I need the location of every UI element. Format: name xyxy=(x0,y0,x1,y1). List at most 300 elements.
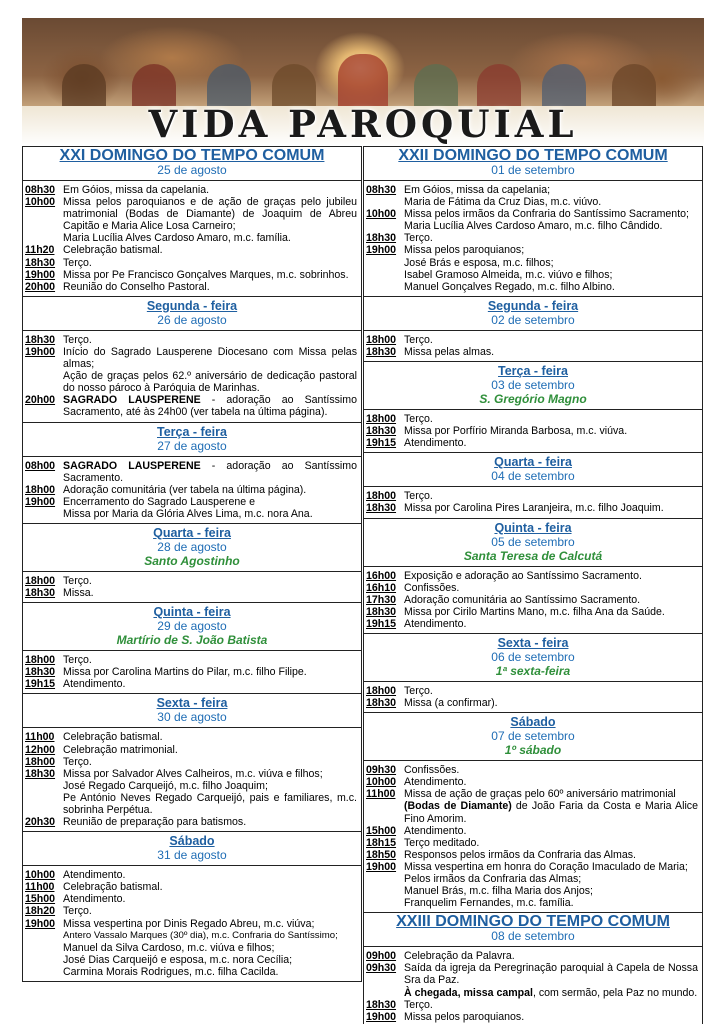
schedule-text xyxy=(404,490,698,502)
schedule-row xyxy=(366,861,698,873)
entry-text: Terço. xyxy=(63,755,92,768)
schedule-text xyxy=(63,756,357,768)
schedule-text xyxy=(404,800,698,824)
schedule-row xyxy=(25,496,357,508)
schedule-time: 18h00 xyxy=(25,755,56,768)
section-heading xyxy=(364,147,702,181)
entry-text: Terço. xyxy=(63,654,92,667)
entry-text: Isabel Gramoso Almeida, m.c. viúvo e filhos; xyxy=(404,268,613,281)
schedule-text xyxy=(404,196,698,208)
schedule-row xyxy=(25,508,357,520)
schedule-time: 18h30 xyxy=(25,666,56,679)
schedule-time xyxy=(366,281,404,293)
entry-text: Início do Sagrado Lausperene Diocesano com Missa pelas almas; xyxy=(63,345,357,371)
schedule-text xyxy=(63,905,357,917)
schedule-row xyxy=(366,346,698,358)
feast-name: S. Gregório Magno xyxy=(479,392,587,407)
schedule-time xyxy=(366,897,404,909)
emphasis-text: SAGRADO LAUSPERENE xyxy=(63,459,201,472)
schedule-time: 11h00 xyxy=(25,731,55,744)
entry-text: Missa por Salvador Alves Calheiros, m.c. viúva e filhos; xyxy=(63,767,323,780)
section-date: 30 de agosto xyxy=(157,710,227,725)
schedule-time xyxy=(366,885,404,897)
entry-text: Pe António Neves Regado Carqueijó, pais e familiares, m.c. sobrinha Perpétua. xyxy=(63,791,357,816)
schedule-text xyxy=(404,885,698,897)
schedule-list xyxy=(364,761,702,913)
section-date: 29 de agosto xyxy=(157,619,227,634)
schedule-time: 18h30 xyxy=(25,587,56,600)
entry-text: Missa por Carolina Martins do Pilar, m.c. filho Filipe. xyxy=(63,666,307,679)
schedule-text xyxy=(63,816,357,828)
entry-text: Manuel Brás, m.c. filha Maria dos Anjos; xyxy=(404,885,594,898)
schedule-row xyxy=(366,885,698,897)
weekday-title: Terça - feira xyxy=(498,364,568,379)
entry-text: de João Faria da Costa e Maria Alice Fino Amorim. xyxy=(404,800,698,825)
schedule-row xyxy=(366,208,698,220)
schedule-time: 18h00 xyxy=(366,684,397,697)
schedule-text xyxy=(63,244,357,256)
schedule-time: 11h20 xyxy=(25,244,55,257)
schedule-time xyxy=(25,370,63,394)
section-date: 01 de setembro xyxy=(491,163,575,177)
schedule-row xyxy=(366,413,698,425)
schedule-text xyxy=(63,666,357,678)
schedule-text xyxy=(404,570,698,582)
schedule-row xyxy=(366,987,698,999)
schedule-text xyxy=(404,346,698,358)
schedule-time: 16h00 xyxy=(366,569,397,582)
entry-text: Missa por Pe Francisco Gonçalves Marques, m.c. sobrinhos. xyxy=(63,268,349,281)
entry-text: Em Góios, missa da capelania. xyxy=(63,184,210,196)
schedule-row xyxy=(366,269,698,281)
schedule-list xyxy=(23,728,361,832)
entry-text: Responsos pelos irmãos da Confraria das Almas. xyxy=(404,848,636,861)
schedule-text xyxy=(404,861,698,873)
schedule-text xyxy=(63,508,357,520)
schedule-time: 08h30 xyxy=(366,184,397,196)
schedule-time: 18h15 xyxy=(366,836,397,849)
entry-text: Missa pelos paroquianos. xyxy=(404,1010,525,1023)
schedule-time: 16h10 xyxy=(366,581,397,594)
schedule-row xyxy=(366,232,698,244)
schedule-text xyxy=(404,962,698,986)
schedule-row xyxy=(25,954,357,966)
entry-text: Missa pelos paroquianos; xyxy=(404,244,525,257)
schedule-row xyxy=(366,697,698,709)
schedule-time xyxy=(25,930,63,942)
section-heading xyxy=(364,634,702,682)
header-banner xyxy=(22,18,704,146)
schedule-text xyxy=(63,394,357,418)
entry-text: Reunião de preparação para batismos. xyxy=(63,816,247,829)
schedule-text xyxy=(63,930,357,942)
entry-text: Reunião do Conselho Pastoral. xyxy=(63,280,210,293)
feast-name: Martírio de S. João Batista xyxy=(116,633,268,648)
schedule-text xyxy=(63,792,357,816)
feast-name: 1ª sexta-feira xyxy=(495,663,571,678)
schedule-text xyxy=(404,987,698,999)
schedule-text xyxy=(63,269,357,281)
schedule-row xyxy=(366,764,698,776)
schedule-row xyxy=(366,825,698,837)
entry-text: - adoração ao Santíssimo Sacramento, até às 24h00 (ver tabela na última página). xyxy=(63,394,357,419)
schedule-row xyxy=(366,334,698,346)
schedule-time: 09h00 xyxy=(366,950,397,963)
entry-text: Carmina Morais Rodrigues, m.c. filha Cacilda. xyxy=(63,965,279,978)
schedule-time: 19h15 xyxy=(366,617,397,630)
sunday-title: XXI DOMINGO DO TEMPO COMUM xyxy=(59,147,325,164)
section-date: 31 de agosto xyxy=(157,848,227,863)
entry-text: Saída da igreja da Peregrinação paroquial à Capela de Nossa Sra da Paz. xyxy=(404,962,698,987)
schedule-row xyxy=(366,776,698,788)
entry-text: Atendimento. xyxy=(404,776,467,789)
schedule-text xyxy=(63,768,357,780)
entry-text: Pelos irmãos da Confraria das Almas; xyxy=(404,873,582,885)
schedule-text xyxy=(63,334,357,346)
schedule-text xyxy=(63,281,357,293)
schedule-row xyxy=(25,756,357,768)
schedule-text xyxy=(404,1011,698,1023)
schedule-list xyxy=(364,487,702,518)
schedule-text xyxy=(404,269,698,281)
schedule-time: 09h30 xyxy=(366,764,397,777)
weekday-title: Sexta - feira xyxy=(156,696,228,711)
schedule-time: 15h00 xyxy=(366,824,397,837)
schedule-text xyxy=(404,618,698,630)
entry-text: Missa. xyxy=(63,587,94,600)
schedule-time: 09h30 xyxy=(366,962,397,975)
entry-text: Adoração comunitária (ver tabela na última página). xyxy=(63,483,307,496)
schedule-text xyxy=(404,244,698,256)
schedule-time: 20h00 xyxy=(25,280,56,293)
schedule-row xyxy=(366,849,698,861)
section-heading xyxy=(364,297,702,331)
schedule-row xyxy=(25,232,357,244)
schedule-list xyxy=(364,410,702,453)
entry-text: José Dias Carqueijó e esposa, m.c. nora Cecília; xyxy=(63,953,293,966)
entry-text: Missa de ação de graças pelo 60º aniversário matrimonial xyxy=(404,788,676,801)
schedule-time: 18h00 xyxy=(25,483,56,496)
entry-text: Atendimento. xyxy=(404,617,467,630)
entry-text: Atendimento. xyxy=(404,824,467,837)
schedule-text xyxy=(63,893,357,905)
entry-text: Terço. xyxy=(404,333,433,346)
weekday-title: Quarta - feira xyxy=(494,455,572,470)
section-heading xyxy=(23,694,361,728)
schedule-text xyxy=(404,776,698,788)
left-column xyxy=(22,146,362,982)
schedule-time: 20h00 xyxy=(25,394,56,407)
entry-text: Missa por Carolina Pires Laranjeira, m.c. filho Joaquim. xyxy=(404,502,664,515)
schedule-row xyxy=(25,792,357,816)
schedule-list xyxy=(364,181,702,297)
entry-text: Missa pelos irmãos da Confraria do Santíssimo Sacramento; xyxy=(404,208,689,221)
entry-text: Atendimento. xyxy=(404,437,467,450)
schedule-text xyxy=(404,837,698,849)
entry-text: Celebração batismal. xyxy=(63,731,163,744)
schedule-row xyxy=(25,587,357,599)
schedule-row xyxy=(366,1011,698,1023)
schedule-text xyxy=(63,954,357,966)
section-heading xyxy=(23,603,361,651)
entry-text: Em Góios, missa da capelania; xyxy=(404,184,551,196)
schedule-time: 18h30 xyxy=(366,502,397,515)
schedule-time: 18h30 xyxy=(366,697,397,710)
sunday-title: XXIII DOMINGO DO TEMPO COMUM xyxy=(396,913,670,931)
schedule-time: 18h00 xyxy=(25,574,56,587)
entry-text: Terço. xyxy=(404,998,433,1011)
entry-text: Terço. xyxy=(404,232,433,245)
section-date: 03 de setembro xyxy=(491,378,575,393)
entry-text: Celebração matrimonial. xyxy=(63,743,178,756)
schedule-time: 10h00 xyxy=(366,208,397,221)
entry-text: Encerramento do Sagrado Lausperene e xyxy=(63,495,255,508)
schedule-row xyxy=(366,502,698,514)
schedule-text xyxy=(404,764,698,776)
section-heading xyxy=(364,519,702,567)
section-date: 28 de agosto xyxy=(157,539,227,554)
entry-text: Missa por Cirilo Martins Mano, m.c. filha Ana da Saúde. xyxy=(404,605,665,618)
entry-text: Manuel Gonçalves Regado, m.c. filho Albino. xyxy=(404,280,615,293)
schedule-time: 18h30 xyxy=(366,425,397,438)
schedule-row xyxy=(25,768,357,780)
feast-name: Santo Agostinho xyxy=(144,553,240,568)
schedule-text xyxy=(63,346,357,370)
weekday-title: Segunda - feira xyxy=(487,298,579,313)
schedule-text xyxy=(404,849,698,861)
entry-text: Missa vespertina em honra do Coração Imaculado de Maria; xyxy=(404,860,688,873)
schedule-text xyxy=(63,744,357,756)
entry-text: Franquelim Fernandes, m.c. família. xyxy=(404,897,574,910)
entry-text: Celebração batismal. xyxy=(63,881,163,894)
entry-text: Terço. xyxy=(63,333,92,346)
schedule-row xyxy=(366,606,698,618)
schedule-row xyxy=(366,220,698,232)
schedule-time: 18h50 xyxy=(366,848,397,861)
section-date: 26 de agosto xyxy=(157,312,227,327)
schedule-text xyxy=(63,232,357,244)
schedule-row xyxy=(25,654,357,666)
schedule-row xyxy=(366,281,698,293)
weekday-title: Quinta - feira xyxy=(153,605,231,620)
schedule-time xyxy=(25,942,63,954)
schedule-text xyxy=(404,697,698,709)
section-heading xyxy=(23,423,361,457)
schedule-text xyxy=(404,208,698,220)
schedule-row xyxy=(25,257,357,269)
schedule-list xyxy=(364,331,702,362)
schedule-time xyxy=(25,232,63,244)
entry-text: Atendimento. xyxy=(63,678,126,691)
schedule-text xyxy=(404,220,698,232)
schedule-row xyxy=(25,244,357,256)
entry-text: Manuel da Silva Cardoso, m.c. viúva e filhos; xyxy=(63,941,275,954)
entry-text: Missa vespertina por Dinis Regado Abreu, m.c. viúva; xyxy=(63,917,315,930)
schedule-row xyxy=(366,800,698,824)
entry-text: Celebração da Palavra. xyxy=(404,950,515,963)
schedule-row xyxy=(25,869,357,881)
schedule-list xyxy=(23,331,361,423)
schedule-time: 19h00 xyxy=(25,268,56,281)
schedule-text xyxy=(63,966,357,978)
section-heading xyxy=(364,713,702,761)
section-heading xyxy=(364,362,702,410)
schedule-row xyxy=(25,780,357,792)
section-date: 02 de setembro xyxy=(491,312,575,327)
weekday-title: Sábado xyxy=(169,834,215,849)
weekday-title: Sexta - feira xyxy=(497,635,569,650)
entry-text: Missa por Porfírio Miranda Barbosa, m.c. viúva. xyxy=(404,425,628,438)
entry-text: Terço. xyxy=(63,905,92,918)
schedule-row xyxy=(366,950,698,962)
entry-text: , com sermão, pela Paz no mundo. xyxy=(532,986,698,999)
schedule-text xyxy=(63,881,357,893)
schedule-row xyxy=(25,930,357,942)
right-column xyxy=(363,146,703,1024)
feast-name: 1º sábado xyxy=(504,743,562,758)
entry-text: Maria Lucília Alves Cardoso Amaro, m.c. filho Cândido. xyxy=(404,220,663,233)
schedule-row xyxy=(366,837,698,849)
entry-text: Terço. xyxy=(404,684,433,697)
schedule-row xyxy=(25,184,357,196)
schedule-text xyxy=(63,196,357,232)
page-title: VIDA PAROQUIAL xyxy=(148,102,578,146)
entry-text: Ação de graças pelos 62.º aniversário de dedicação pastoral do nosso pároco à Paróquia de Marinhas. xyxy=(63,370,357,395)
schedule-row xyxy=(366,196,698,208)
entry-text: Antero Vassalo Marques (30º dia), m.c. Confraria do Santíssimo; xyxy=(63,929,338,941)
schedule-list xyxy=(23,866,361,981)
schedule-time: 18h30 xyxy=(366,605,397,618)
emphasis-text: (Bodas de Diamante) xyxy=(404,800,512,813)
weekday-title: Quarta - feira xyxy=(153,525,231,540)
schedule-time: 19h15 xyxy=(366,437,397,450)
schedule-text xyxy=(404,897,698,909)
schedule-text xyxy=(404,873,698,885)
emphasis-text: À chegada, missa campal xyxy=(404,986,533,999)
schedule-text xyxy=(63,370,357,394)
schedule-time: 18h30 xyxy=(366,232,397,245)
schedule-row xyxy=(366,490,698,502)
schedule-row xyxy=(25,744,357,756)
schedule-time: 18h30 xyxy=(25,767,56,780)
schedule-row xyxy=(25,575,357,587)
schedule-time: 18h20 xyxy=(25,905,56,918)
schedule-text xyxy=(404,594,698,606)
schedule-row xyxy=(25,666,357,678)
weekday-title: Segunda - feira xyxy=(146,298,238,313)
entry-text: Exposição e adoração ao Santíssimo Sacramento. xyxy=(404,569,642,582)
schedule-list xyxy=(364,947,702,1024)
schedule-row xyxy=(366,184,698,196)
schedule-row xyxy=(25,281,357,293)
schedule-text xyxy=(404,184,698,196)
schedule-time xyxy=(366,987,404,999)
section-heading xyxy=(23,832,361,866)
schedule-time: 15h00 xyxy=(25,893,56,906)
feast-name: Santa Teresa de Calcutá xyxy=(463,548,603,563)
schedule-time: 10h00 xyxy=(366,776,397,789)
schedule-time xyxy=(25,780,63,792)
schedule-text xyxy=(404,281,698,293)
schedule-text xyxy=(404,606,698,618)
weekday-title: Quinta - feira xyxy=(494,520,572,535)
schedule-text xyxy=(404,582,698,594)
weekday-title: Terça - feira xyxy=(157,424,227,439)
schedule-text xyxy=(63,731,357,743)
entry-text: Missa pelos paroquianos e de ação de graças pelo jubileu matrimonial (Bodas de Diamante) de Joaquim de Abreu Capitão e Maria Alice Losa Carneiro; xyxy=(63,196,357,233)
schedule-text xyxy=(63,942,357,954)
schedule-text xyxy=(63,460,357,484)
schedule-row xyxy=(366,962,698,986)
schedule-row xyxy=(25,269,357,281)
entry-text: Confissões. xyxy=(404,764,460,777)
entry-text: Atendimento. xyxy=(63,893,126,906)
schedule-row xyxy=(366,685,698,697)
schedule-time xyxy=(366,800,404,824)
entry-text: José Regado Carqueijó, m.c. filho Joaquim; xyxy=(63,779,268,792)
entry-text: Terço meditado. xyxy=(404,836,480,849)
schedule-row xyxy=(25,966,357,978)
schedule-row xyxy=(25,394,357,418)
schedule-row xyxy=(366,897,698,909)
emphasis-text: SAGRADO LAUSPERENE xyxy=(63,394,201,407)
section-date: 04 de setembro xyxy=(491,469,575,484)
schedule-time: 20h30 xyxy=(25,816,56,829)
schedule-row xyxy=(366,873,698,885)
schedule-text xyxy=(404,502,698,514)
schedule-row xyxy=(25,460,357,484)
schedule-text xyxy=(404,334,698,346)
schedule-row xyxy=(366,594,698,606)
schedule-row xyxy=(366,257,698,269)
schedule-time: 18h00 xyxy=(366,333,397,346)
schedule-text xyxy=(63,257,357,269)
schedule-list xyxy=(23,457,361,524)
sunday-title: XXII DOMINGO DO TEMPO COMUM xyxy=(398,147,668,164)
schedule-text xyxy=(63,575,357,587)
schedule-row xyxy=(25,334,357,346)
schedule-text xyxy=(404,788,698,800)
schedule-list xyxy=(23,181,361,297)
schedule-text xyxy=(404,825,698,837)
schedule-row xyxy=(366,425,698,437)
schedule-time: 18h00 xyxy=(366,490,397,503)
schedule-time: 08h30 xyxy=(25,184,56,196)
schedule-row xyxy=(25,678,357,690)
schedule-time: 19h00 xyxy=(366,860,397,873)
schedule-time: 11h00 xyxy=(366,788,396,801)
schedule-time: 19h15 xyxy=(25,678,56,691)
schedule-row xyxy=(25,942,357,954)
schedule-list xyxy=(23,651,361,694)
schedule-time: 19h00 xyxy=(25,495,56,508)
schedule-time: 18h00 xyxy=(25,654,56,667)
schedule-text xyxy=(63,678,357,690)
schedule-row xyxy=(25,196,357,232)
schedule-time: 18h30 xyxy=(366,998,397,1011)
schedule-time: 18h30 xyxy=(25,333,56,346)
schedule-row xyxy=(366,244,698,256)
schedule-row xyxy=(366,788,698,800)
entry-text: Maria de Fátima da Cruz Dias, m.c. viúvo. xyxy=(404,196,602,209)
schedule-text xyxy=(404,425,698,437)
schedule-row xyxy=(25,918,357,930)
schedule-time xyxy=(366,220,404,232)
section-date: 08 de setembro xyxy=(491,929,575,944)
section-date: 25 de agosto xyxy=(157,163,227,177)
schedule-list xyxy=(364,567,702,634)
entry-text: Terço. xyxy=(404,490,433,503)
